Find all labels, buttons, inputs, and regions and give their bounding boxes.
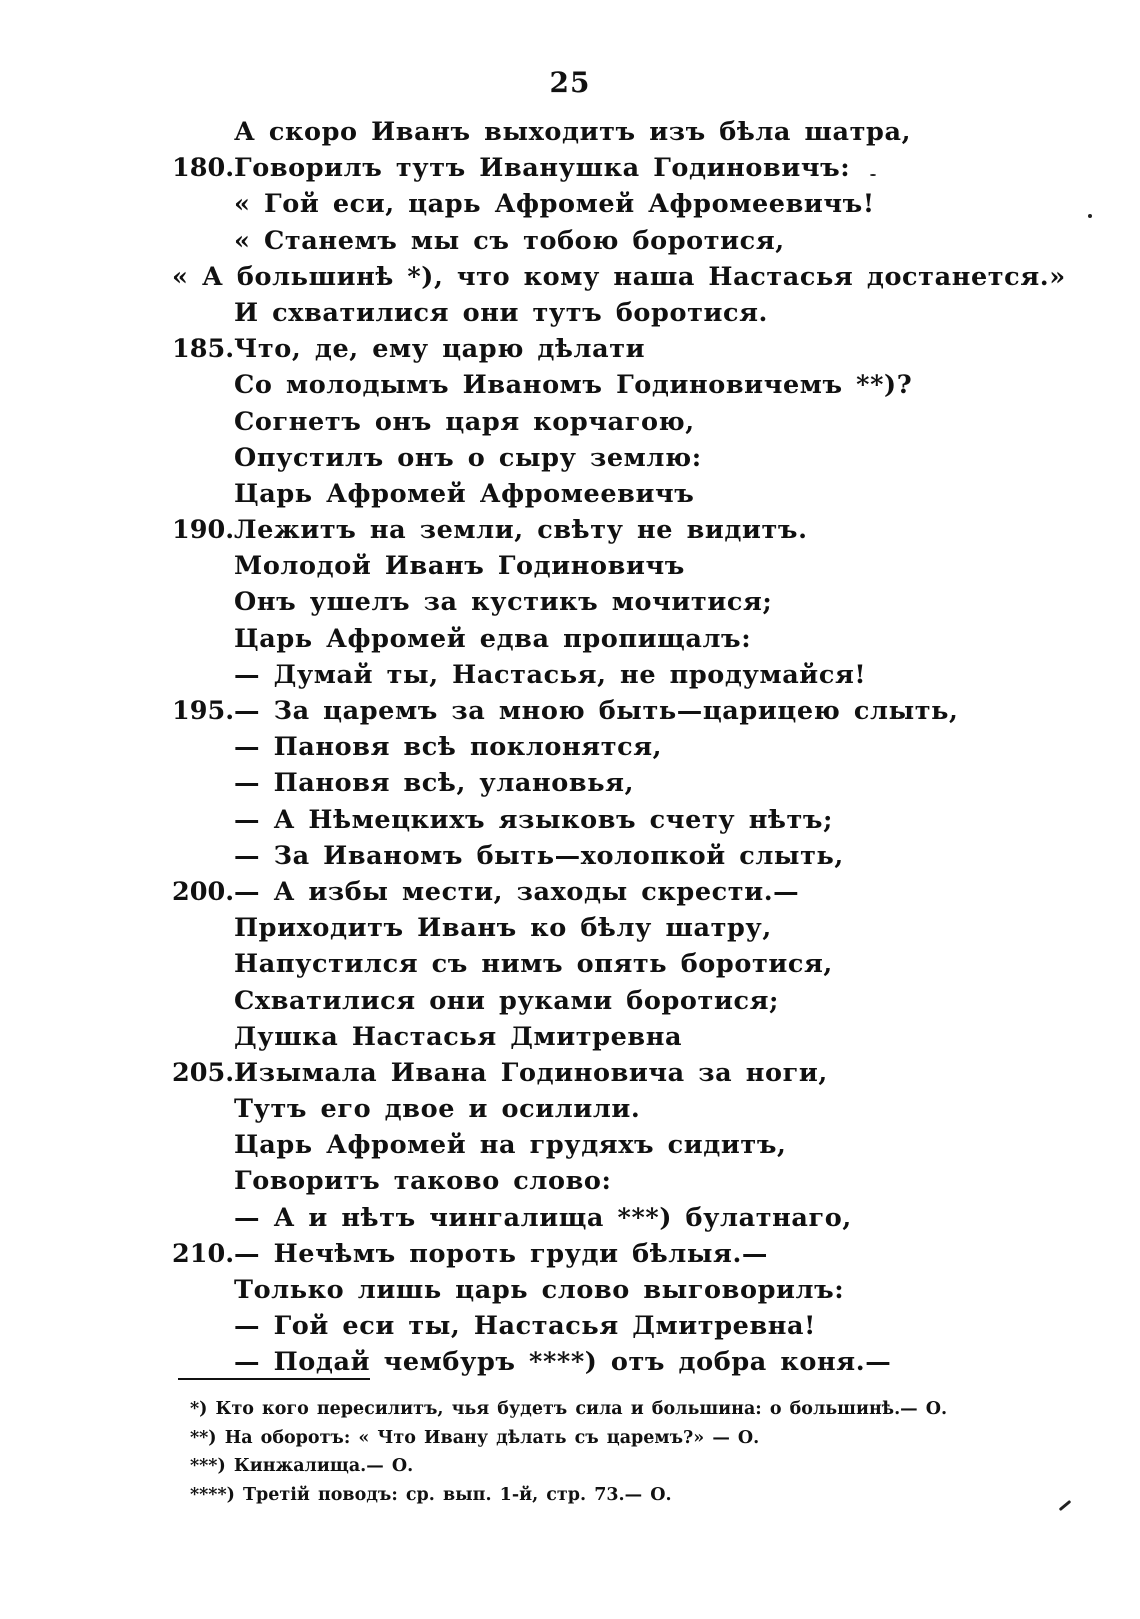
- verse-line: [172, 186, 1032, 222]
- footnote-text: Третій поводъ: ср. вып. 1-й, стр. 73.— О.: [242, 1484, 672, 1505]
- line-number: [172, 946, 234, 982]
- footnote-mark: **): [190, 1427, 217, 1448]
- line-number: [172, 765, 234, 801]
- line-number: 210.: [172, 1238, 235, 1269]
- verse-line: [172, 657, 1032, 693]
- verse-line: [172, 476, 1032, 512]
- line-number: [172, 548, 234, 584]
- verse-line: [172, 1163, 1032, 1199]
- verse-line: [172, 223, 1032, 259]
- line-number: [172, 1127, 234, 1163]
- line-text: Напустился съ нимъ опять боротися,: [234, 949, 833, 980]
- verse-line: [172, 1019, 1032, 1055]
- verse-line: [172, 331, 1032, 367]
- page-number: 25: [549, 66, 591, 99]
- line-number: [172, 1272, 234, 1308]
- verse-line: [172, 259, 1066, 295]
- line-text: — Пановя всѣ поклонятся,: [234, 732, 663, 763]
- verse-line: [172, 946, 1032, 982]
- poem-text: [172, 114, 1066, 1381]
- line-number: [172, 114, 234, 150]
- line-text: — Гой еси ты, Настасья Дмитревна!: [234, 1311, 816, 1342]
- verse-line: [172, 765, 1032, 801]
- line-text: Изымала Ивана Годиновича за ноги,: [234, 1057, 828, 1088]
- verse-line: [172, 114, 1032, 150]
- verse-line: [172, 729, 1032, 765]
- line-text: — А и нѣтъ чингалища ***) булатнаго,: [234, 1202, 852, 1233]
- verse-line: [172, 983, 1032, 1019]
- line-number: [172, 584, 234, 620]
- footnote-mark: ****): [190, 1484, 235, 1505]
- footnotes: [190, 1395, 1030, 1509]
- verse-line: [172, 1272, 1032, 1308]
- line-number: [172, 802, 234, 838]
- line-number: [172, 404, 234, 440]
- line-text: Опустилъ онъ о сыру землю:: [234, 442, 702, 473]
- footnote: [190, 1424, 1030, 1453]
- line-text: Царь Афромей едва пропищалъ:: [234, 623, 752, 654]
- line-text: — А Нѣмецкихъ языковъ счету нѣтъ;: [234, 804, 834, 835]
- line-text: — Нечѣмъ пороть груди бѣлыя.—: [234, 1238, 769, 1269]
- line-text: — Думай ты, Настасья, не продумайся!: [234, 659, 867, 690]
- line-number: [172, 1163, 234, 1199]
- line-text: Душка Настасья Дмитревна: [234, 1021, 683, 1052]
- verse-line: [172, 1200, 1032, 1236]
- line-text: Согнетъ онъ царя корчагою,: [234, 406, 695, 437]
- verse-line: [172, 1127, 1032, 1163]
- line-text: Лежитъ на земли, свѣту не видитъ.: [234, 515, 808, 546]
- verse-line: [172, 621, 1032, 657]
- line-number: [172, 838, 234, 874]
- line-text: Что, де, ему царю дѣлати: [234, 334, 646, 365]
- line-text: И схватилися они тутъ боротися.: [234, 297, 769, 328]
- line-number: [172, 1308, 234, 1344]
- verse-line: [172, 693, 1032, 729]
- line-number: [172, 367, 234, 403]
- footnote-divider: [178, 1378, 370, 1380]
- scan-speck: [1059, 1500, 1072, 1511]
- line-number: [172, 910, 234, 946]
- line-text: Онъ ушелъ за кустикъ мочитися;: [234, 587, 773, 618]
- verse-line: [172, 512, 1032, 548]
- verse-line: [172, 910, 1032, 946]
- line-number: 190.: [172, 515, 235, 546]
- footnote: [190, 1395, 1030, 1424]
- line-text: А скоро Иванъ выходитъ изъ бѣла шатра,: [234, 117, 912, 147]
- verse-line: [172, 295, 1032, 331]
- footnote-text: Кто кого пересилитъ, чья будетъ сила и большина: о большинѣ.— О.: [215, 1399, 948, 1419]
- line-text: Схватилися они руками боротися;: [234, 985, 780, 1016]
- line-text: Молодой Иванъ Годиновичъ: [234, 551, 685, 582]
- footnote-text: Кинжалища.— О.: [233, 1456, 414, 1476]
- line-text: — За Иваномъ быть—холопкой слыть,: [234, 840, 844, 871]
- footnote: [190, 1481, 1030, 1510]
- verse-line: [172, 874, 1032, 910]
- line-number: 185.: [172, 334, 235, 365]
- line-number: 200.: [172, 876, 235, 907]
- line-number: [172, 983, 234, 1019]
- footnote-text: На оборотъ: « Что Ивану дѣлать съ царемъ?» — О.: [224, 1427, 760, 1448]
- line-text: Со молодымъ Иваномъ Годиновичемъ **)?: [234, 370, 913, 401]
- verse-line: [172, 584, 1032, 620]
- line-number: [172, 295, 234, 331]
- verse-line: [172, 802, 1032, 838]
- verse-line: [172, 404, 1032, 440]
- footnote: [190, 1452, 1030, 1481]
- line-text: — Пановя всѣ, улановья,: [234, 768, 635, 799]
- line-number: 205.: [172, 1057, 235, 1088]
- line-number: [172, 1019, 234, 1055]
- line-number: [172, 1344, 234, 1380]
- line-number: 180.: [172, 153, 235, 184]
- line-number: [172, 621, 234, 657]
- line-number: [172, 476, 234, 512]
- line-text: — Подай чембуръ ****) отъ добра коня.—: [234, 1347, 892, 1378]
- scan-speck: [1088, 214, 1092, 218]
- line-text: — За царемъ за мною быть—царицею слыть,: [234, 696, 959, 726]
- line-text: « Гой еси, царь Афромей Афромеевичъ!: [234, 189, 875, 220]
- line-text: — А избы мести, заходы скрести.—: [234, 876, 800, 907]
- line-number: 195.: [172, 696, 235, 726]
- line-number: [172, 186, 234, 222]
- verse-line: [172, 838, 1032, 874]
- verse-line: [172, 548, 1032, 584]
- verse-line: [172, 1308, 1032, 1344]
- verse-line: [172, 1236, 1032, 1272]
- line-text: Царь Афромей на грудяхъ сидитъ,: [234, 1130, 787, 1161]
- line-number: [172, 657, 234, 693]
- footnote-mark: *): [190, 1399, 208, 1419]
- verse-line: [172, 440, 1032, 476]
- line-text: « А большинѣ *), что кому наша Настасья достанется.»: [172, 261, 1066, 292]
- verse-line: [172, 150, 1032, 186]
- line-text: Приходитъ Иванъ ко бѣлу шатру,: [234, 913, 772, 944]
- line-text: « Станемъ мы съ тобою боротися,: [234, 225, 785, 256]
- line-number: [172, 1091, 234, 1127]
- footnote-mark: ***): [190, 1456, 226, 1476]
- line-text: Царь Афромей Афромеевичъ: [234, 478, 695, 509]
- scan-speck: [870, 174, 876, 176]
- line-text: Тутъ его двое и осилили.: [234, 1094, 641, 1125]
- verse-line: [172, 367, 1032, 403]
- line-number: [172, 223, 234, 259]
- verse-line: [172, 1344, 1032, 1380]
- line-number: [172, 729, 234, 765]
- line-text: Только лишь царь слово выговорилъ:: [234, 1275, 845, 1305]
- verse-line: [172, 1055, 1032, 1091]
- line-number: [172, 440, 234, 476]
- line-text: Говоритъ таково слово:: [234, 1166, 612, 1197]
- line-number: [172, 1200, 234, 1236]
- line-text: Говорилъ тутъ Иванушка Годиновичъ:: [234, 153, 851, 184]
- verse-line: [172, 1091, 1032, 1127]
